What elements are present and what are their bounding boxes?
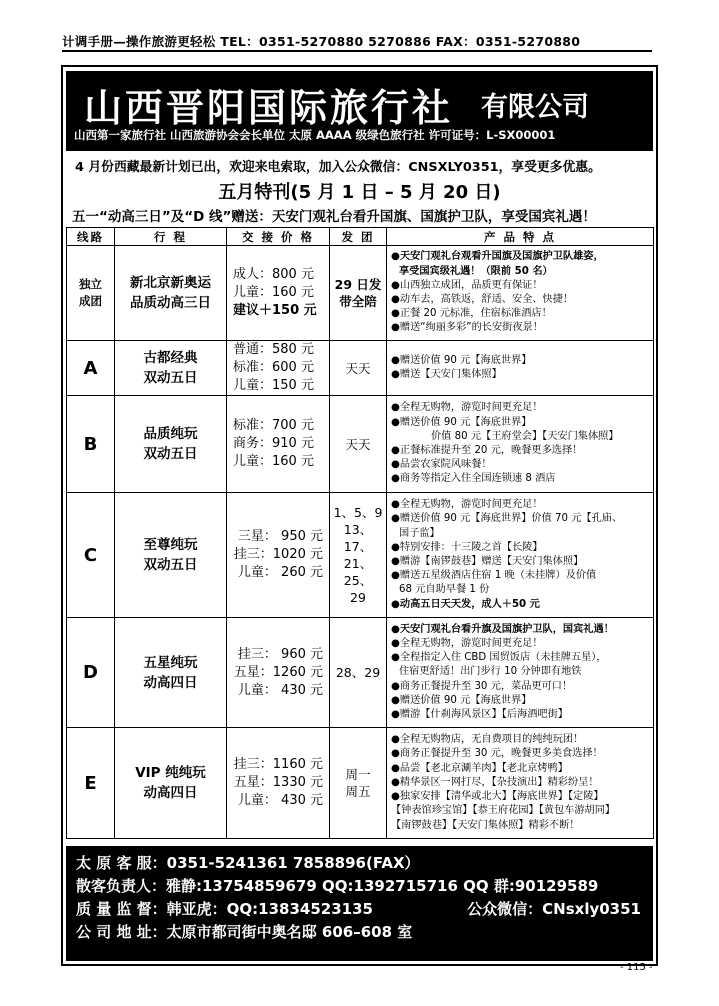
feature-line: ●天安门观礼台看升旗及国旗护卫队，国宾礼遇！ [391,623,614,635]
route-name-line: 新北京新奥运 [130,275,211,291]
route-name [115,396,227,493]
route-name [115,493,227,618]
route-departure [330,493,387,618]
route-code: D [67,618,115,728]
route-features [387,728,654,839]
wechat-line: 公众微信：CNsxly0351 [467,900,641,918]
route-name [115,246,227,341]
feature-line: 68 元自助早餐 1 份 [399,584,490,596]
price-line: 挂三： 960 元 [237,646,323,662]
route-departure [330,246,387,341]
header-departure: 发 团 [330,228,387,246]
departure-line: 1、5、9 [333,505,383,520]
feature-line: ●全程无购物，游览时间更充足！ [391,402,543,414]
route-name-line: 双动五日 [143,370,198,386]
feature-line: 住宿更舒适！出门步行 10 分钟即有地铁 [399,666,582,678]
table-row [67,728,654,839]
price-line: 成人：800 元 [233,267,314,282]
route-prices [227,341,330,396]
price-line: 挂三：1160 元 [233,757,323,772]
route-name-line: 五星纯玩 [143,654,198,671]
feature-line: ●赠送“绚丽多彩”的长安街夜景！ [391,322,543,334]
departure-line: 29 日发 [334,277,382,292]
header-route: 线路 [67,228,115,246]
route-code-text: 独立 成团 [79,277,102,308]
feature-line: ●赠送五星级酒店住宿 1 晚（未挂牌）及价值 [391,570,597,582]
price-line: 商务：910 元 [233,436,314,451]
feature-line: ●正餐 20 元标准，住宿标准酒店！ [391,308,552,320]
feature-line: ●商务等指定入住全国连锁速 8 酒店 [391,473,556,485]
feature-line: 【南锣鼓巷】【天安门集体照】精彩不断！ [391,819,580,831]
service-line: 太 原 客 服：0351-5241361 7858896(FAX） [76,854,420,872]
feature-line: ●全程无购物，游览时间更充足！ [391,637,543,649]
feature-line: ●赠送价值 90 元【海底世界】价值 70 元【孔庙、 [391,513,623,525]
header-itinerary: 行 程 [115,228,227,246]
table-row [67,341,654,396]
price-line: 儿童：160 元 [233,285,314,300]
price-line: 标准：700 元 [233,418,314,433]
departure-line: 周五 [345,784,371,799]
route-name-line: 品质纯玩 [143,426,198,442]
route-name-line: 动高四日 [143,674,198,691]
feature-line: ●特别安排：十三陵之首【长陵】 [391,541,543,553]
address-line: 公 司 地 址：太原市都司街中奥名邸 606–608 室 [76,923,413,941]
gift-line: 五一“动高三日”及“D 线”赠送：天安门观礼台看升国旗、国旗护卫队，享受国宾礼遇！ [72,209,596,225]
price-line: 五星：1330 元 [233,775,323,790]
route-prices [227,618,330,728]
route-departure: 28、29 [330,618,387,728]
route-name-line: 至尊纯玩 [143,537,198,553]
departure-line: 周一 [345,767,371,782]
price-line: 儿童：160 元 [233,454,314,469]
feature-line: ●天安门观礼台观看升国旗及国旗护卫队雄姿， [391,251,604,263]
feature-line: ●正餐标准提升至 20 元，晚餐更多选择！ [391,445,583,456]
feature-line: ●赠送价值 90 元【海底世界】 [391,416,532,428]
notice-line: 4 月份西藏最新计划已出，欢迎来电索取，加入公众微信：CNSXLY0351，享受更多优惠。 [75,160,601,175]
table-row [67,493,654,618]
feature-line: ●商务正餐提升至 30 元，菜品更可口！ [391,680,573,692]
departure-line: 带全陪 [339,294,377,309]
price-line: 儿童：150 元 [233,378,314,393]
header-features: 产 品 特 点 [387,228,654,246]
contact-line: 散客负责人：雅静:13754859679 QQ:1392715716 QQ 群:90129589 [76,877,599,895]
departure-line: 21、25、 [343,556,373,588]
departure-line: 29 [350,590,366,605]
route-departure: 天天 [330,341,387,396]
feature-line: ●独家安排【清华或北大】【海底世界】【定陵】 [391,791,604,803]
top-divider [62,50,652,52]
route-prices [227,493,330,618]
route-name-line: VIP 纯纯玩 [135,765,206,781]
route-features [387,618,654,728]
route-prices [227,728,330,839]
route-table [66,227,654,839]
route-name [115,728,227,839]
special-title: 五月特刊(5 月 1 日 – 5 月 20 日) [218,182,501,203]
route-name-line: 动高四日 [143,785,198,801]
contact-footer [66,846,653,961]
departure-line: 13、17、 [343,522,373,554]
price-line: 儿童： 430 元 [237,682,323,698]
feature-line: ●全程指定入住 CBD 国贸饭店（未挂牌五星）， [391,652,607,664]
route-code [67,246,115,341]
top-contact-text: 计调手册—操作旅游更轻松 TEL：0351-5270880 5270886 FAX：0351-5270880 [62,34,581,49]
route-departure: 天天 [330,396,387,493]
supervisor-line: 质 量 监 督：韩亚虎：QQ:13834523135 [76,900,373,918]
route-departure [330,728,387,839]
price-line: 建议＋150 元 [233,303,317,318]
route-code: B [67,396,115,493]
route-features [387,396,654,493]
feature-line: ●动高五日天天发，成人＋50 元 [391,598,540,610]
table-row [67,396,654,493]
table-row [67,246,654,341]
price-line: 挂三：1020 元 [233,547,323,562]
feature-line: ●动车去，高铁返，舒适、安全、快捷！ [391,294,574,305]
feature-line: ●赠送价值 90 元【海底世界】 [391,354,532,366]
feature-line: 国子监】 [399,527,440,539]
price-line: 儿童： 260 元 [237,565,323,580]
table-row [67,618,654,728]
route-name-line: 双动五日 [143,557,198,573]
feature-line: ●赠送【天安门集体照】 [391,369,502,380]
route-prices [227,396,330,493]
page-number: - 115 - [620,962,653,973]
feature-line: ●山西独立成团，品质更有保证！ [391,279,543,291]
route-features [387,341,654,396]
price-line: 普通：580 元 [233,342,314,357]
feature-line: 价值 80 元【王府堂会】【天安门集体照】 [431,430,619,442]
route-name-line: 双动五日 [143,446,198,462]
route-code: A [67,341,115,396]
route-prices [227,246,330,341]
feature-line: 【钟表馆珍宝馆】【恭王府花园】【黄包车游胡同】 [391,805,616,817]
price-line: 三星： 950 元 [237,529,323,544]
feature-line: ●赠送价值 90 元【海底世界】 [391,694,532,706]
feature-line: ●商务正餐提升至 30 元，晚餐更多美食选择！ [391,748,603,760]
route-name-line: 品质动高三日 [130,295,211,311]
route-name [115,618,227,728]
feature-line: ●赠游【什刹海风景区】【后海酒吧街】 [391,709,568,720]
price-line: 儿童： 430 元 [237,793,323,808]
route-code: E [67,728,115,839]
table-header-row [67,228,654,246]
price-line: 标准：600 元 [233,360,314,375]
feature-line: ●全程无购物店，无自费项目的纯纯玩团！ [391,734,584,746]
feature-line: ●全程无购物，游览时间更充足！ [391,499,543,511]
top-contact-line [62,32,652,50]
header-price: 交 接 价 格 [227,228,330,246]
company-header [66,71,653,151]
route-name-line: 古都经典 [143,350,198,366]
price-line: 五星：1260 元 [233,664,323,680]
feature-line: 享受国宾级礼遇！（限前 50 名） [399,265,553,277]
feature-line: ●品尝【老北京涮羊肉】【老北京烤鸭】 [391,762,568,774]
feature-line: ●精华景区一网打尽，【杂技演出】精彩纷呈！ [391,776,599,788]
company-name: 山西晋阳国际旅行社 [84,85,454,130]
route-features [387,493,654,618]
feature-line: ●品尝农家院风味餐！ [391,459,492,471]
company-name-suffix: 有限公司 [481,92,589,123]
company-tagline: 山西第一家旅行社 山西旅游协会会长单位 太原 AAAA 级绿色旅行社 许可证号：L-SX00001 [74,128,556,142]
route-features [387,246,654,341]
route-name [115,341,227,396]
feature-line: ●赠游【南锣鼓巷】赠送【天安门集体照】 [391,556,584,567]
route-code: C [67,493,115,618]
